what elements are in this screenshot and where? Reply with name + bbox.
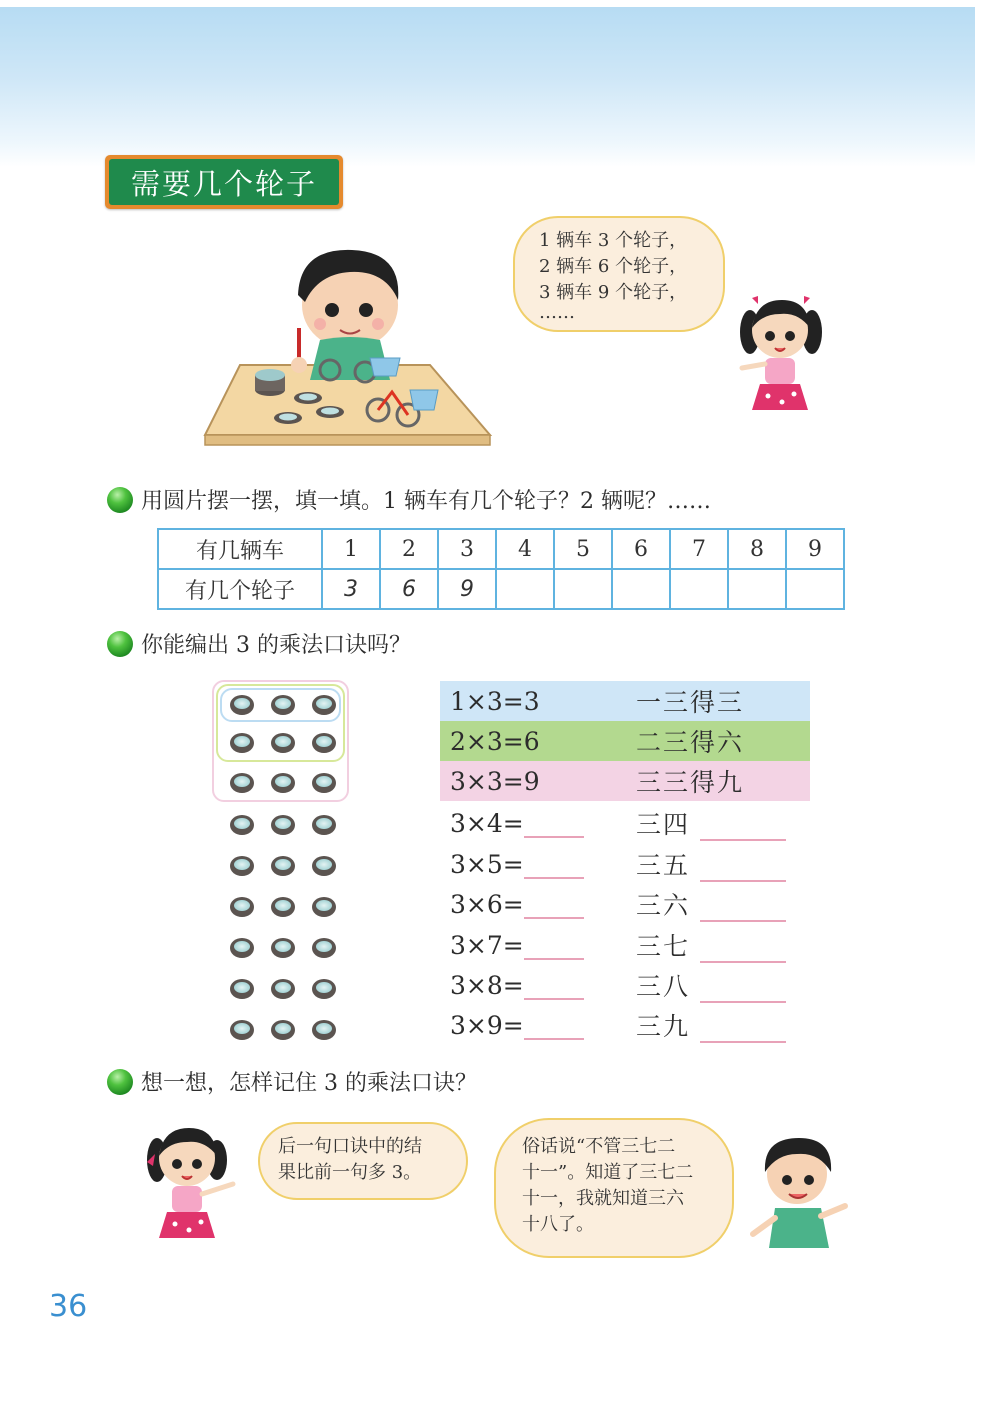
disc-row — [230, 1020, 336, 1040]
equation: 3×9= — [450, 1010, 524, 1040]
rhyme-row-blank — [440, 965, 810, 1005]
equation: 3×3=9 — [450, 766, 540, 796]
green-bullet-icon — [107, 1069, 133, 1095]
bubble-line: 俗话说“不管三七二 — [522, 1136, 676, 1157]
cars-cell: 4 — [496, 529, 554, 569]
wheel-disc-icon — [312, 733, 336, 753]
wheel-disc-icon — [271, 1020, 295, 1040]
wheel-disc-icon — [271, 695, 295, 715]
disc-row — [230, 938, 336, 958]
answer-blank[interactable] — [524, 855, 584, 879]
rhyme-with-blank — [636, 927, 786, 963]
wheels-cell-blank[interactable] — [554, 569, 612, 609]
rhyme-row-blank — [440, 1005, 810, 1045]
wheels-cell: 9 — [438, 569, 496, 609]
disc-row — [230, 815, 336, 835]
rhyme-row-blank — [440, 884, 810, 924]
task3-prompt-line — [107, 1066, 477, 1097]
wheel-disc-icon — [230, 897, 254, 917]
bubble-line: 十一，我就知道三六 — [522, 1188, 684, 1209]
wheels-cell: 6 — [380, 569, 438, 609]
answer-blank[interactable] — [524, 895, 584, 919]
equation-with-blank — [450, 1011, 584, 1040]
equation: 1×3=3 — [450, 686, 540, 716]
wheels-cell: 3 — [322, 569, 380, 609]
wheel-disc-icon — [271, 897, 295, 917]
green-bullet-icon — [107, 487, 133, 513]
wheel-disc-icon — [230, 773, 254, 793]
wheel-disc-icon — [230, 856, 254, 876]
task1-prompt-line — [107, 484, 711, 515]
disc-row — [230, 695, 336, 715]
boy-pointing-illustration — [745, 1130, 850, 1255]
disc-row — [230, 856, 336, 876]
rhyme-blank[interactable] — [700, 939, 786, 963]
girl-pointing-illustration — [730, 292, 830, 417]
cars-cell: 2 — [380, 529, 438, 569]
disc-row — [230, 733, 336, 753]
equation: 3×6= — [450, 889, 524, 919]
table-row-wheels — [158, 569, 844, 609]
answer-blank[interactable] — [524, 814, 584, 838]
rhyme-row-blank — [440, 844, 810, 884]
equation-with-blank — [450, 809, 584, 838]
cars-cell: 6 — [612, 529, 670, 569]
rhyme-with-blank — [636, 846, 786, 882]
equation: 3×8= — [450, 970, 524, 1000]
girl-gesturing-illustration — [135, 1118, 240, 1243]
bubble-line: 2 辆车 6 个轮子， — [539, 256, 688, 277]
bubble-line: 1 辆车 3 个轮子， — [539, 230, 688, 251]
cars-cell: 3 — [438, 529, 496, 569]
rhyme-row-blank — [440, 925, 810, 965]
cars-cell: 8 — [728, 529, 786, 569]
rhyme: 三三得九 — [636, 768, 745, 797]
rhyme-with-blank — [636, 967, 786, 1003]
wheel-disc-icon — [230, 1020, 254, 1040]
wheels-cell-blank[interactable] — [728, 569, 786, 609]
bubble-line: 果比前一句多 3。 — [278, 1162, 422, 1183]
equation: 2×3=6 — [450, 726, 540, 756]
wheel-disc-icon — [271, 938, 295, 958]
wheel-disc-icon — [312, 773, 336, 793]
bubble-line: …… — [539, 302, 575, 323]
equation: 3×5= — [450, 849, 524, 879]
wheel-disc-icon — [312, 695, 336, 715]
wheel-disc-icon — [312, 856, 336, 876]
wheels-cell-blank[interactable] — [496, 569, 554, 609]
speech-bubble-tip-right — [494, 1118, 734, 1258]
wheel-disc-icon — [271, 773, 295, 793]
equation: 3×4= — [450, 808, 524, 838]
rhyme: 三九 — [636, 1012, 691, 1041]
rhyme: 三六 — [636, 891, 691, 920]
wheel-disc-icon — [271, 733, 295, 753]
disc-row — [230, 773, 336, 793]
task2-prompt: 你能编出 3 的乘法口诀吗？ — [141, 633, 411, 658]
rhyme-blank[interactable] — [700, 898, 786, 922]
rhyme-row-filled — [440, 761, 810, 801]
equation-with-blank — [450, 850, 584, 879]
green-bullet-icon — [107, 631, 133, 657]
rhyme: 三八 — [636, 972, 691, 1001]
page-number: 36 — [49, 1289, 88, 1324]
cars-cell: 1 — [322, 529, 380, 569]
rhyme: 三五 — [636, 851, 691, 880]
wheel-disc-icon — [312, 1020, 336, 1040]
wheel-disc-icon — [230, 695, 254, 715]
wheel-disc-icon — [271, 856, 295, 876]
equation: 3×7= — [450, 930, 524, 960]
equation-with-blank — [450, 971, 584, 1000]
rhyme: 二三得六 — [636, 728, 745, 757]
table-row-cars — [158, 529, 844, 569]
answer-blank[interactable] — [524, 976, 584, 1000]
disc-row — [230, 979, 336, 999]
disc-row — [230, 897, 336, 917]
bubble-line: 十一”。知道了三七二 — [522, 1162, 694, 1183]
wheel-disc-icon — [271, 979, 295, 999]
rhyme-blank[interactable] — [700, 817, 786, 841]
rhyme-with-blank — [636, 805, 786, 841]
rhyme: 三七 — [636, 932, 691, 961]
rhyme-with-blank — [636, 1007, 786, 1043]
rhyme-blank[interactable] — [700, 979, 786, 1003]
wheel-disc-icon — [312, 815, 336, 835]
cars-cell: 5 — [554, 529, 612, 569]
bubble-line: 后一句口诀中的结 — [278, 1136, 422, 1157]
wheels-cell-blank[interactable] — [786, 569, 844, 609]
cars-cell: 9 — [786, 529, 844, 569]
bubble-line: 十八了。 — [522, 1214, 594, 1235]
cars-wheels-table — [157, 528, 845, 610]
task2-prompt-line — [107, 628, 411, 659]
task3-prompt: 想一想，怎样记住 3 的乘法口诀？ — [141, 1071, 477, 1096]
row-header-wheels: 有几个轮子 — [158, 569, 322, 609]
boy-building-illustration — [180, 240, 500, 450]
equation-with-blank — [450, 931, 584, 960]
wheel-disc-icon — [230, 815, 254, 835]
answer-blank[interactable] — [524, 1016, 584, 1040]
rhyme-row-filled — [440, 681, 810, 721]
rhyme-blank[interactable] — [700, 1019, 786, 1043]
wheel-disc-icon — [271, 815, 295, 835]
equation-with-blank — [450, 890, 584, 919]
section-title-badge — [105, 155, 343, 209]
wheel-disc-icon — [230, 733, 254, 753]
answer-blank[interactable] — [524, 936, 584, 960]
wheel-disc-icon — [312, 897, 336, 917]
rhyme-row-filled — [440, 721, 810, 761]
rhyme: 一三得三 — [636, 688, 745, 717]
wheel-disc-icon — [230, 979, 254, 999]
task1-prompt: 用圆片摆一摆，填一填。1 辆车有几个轮子？2 辆呢？…… — [141, 489, 711, 514]
wheel-disc-icon — [312, 979, 336, 999]
wheels-cell-blank[interactable] — [670, 569, 728, 609]
rhyme-with-blank — [636, 886, 786, 922]
wheels-cell-blank[interactable] — [612, 569, 670, 609]
section-title: 需要几个轮子 — [109, 159, 339, 205]
rhyme-blank[interactable] — [700, 858, 786, 882]
speech-bubble-wheels — [513, 216, 725, 332]
row-header-cars: 有几辆车 — [158, 529, 322, 569]
rhyme-row-blank — [440, 803, 810, 843]
wheel-disc-icon — [312, 938, 336, 958]
rhyme: 三四 — [636, 810, 691, 839]
bubble-line: 3 辆车 9 个轮子， — [539, 282, 688, 303]
speech-bubble-tip-left — [258, 1122, 468, 1200]
wheel-disc-icon — [230, 938, 254, 958]
header-sky-band — [0, 7, 975, 167]
cars-cell: 7 — [670, 529, 728, 569]
